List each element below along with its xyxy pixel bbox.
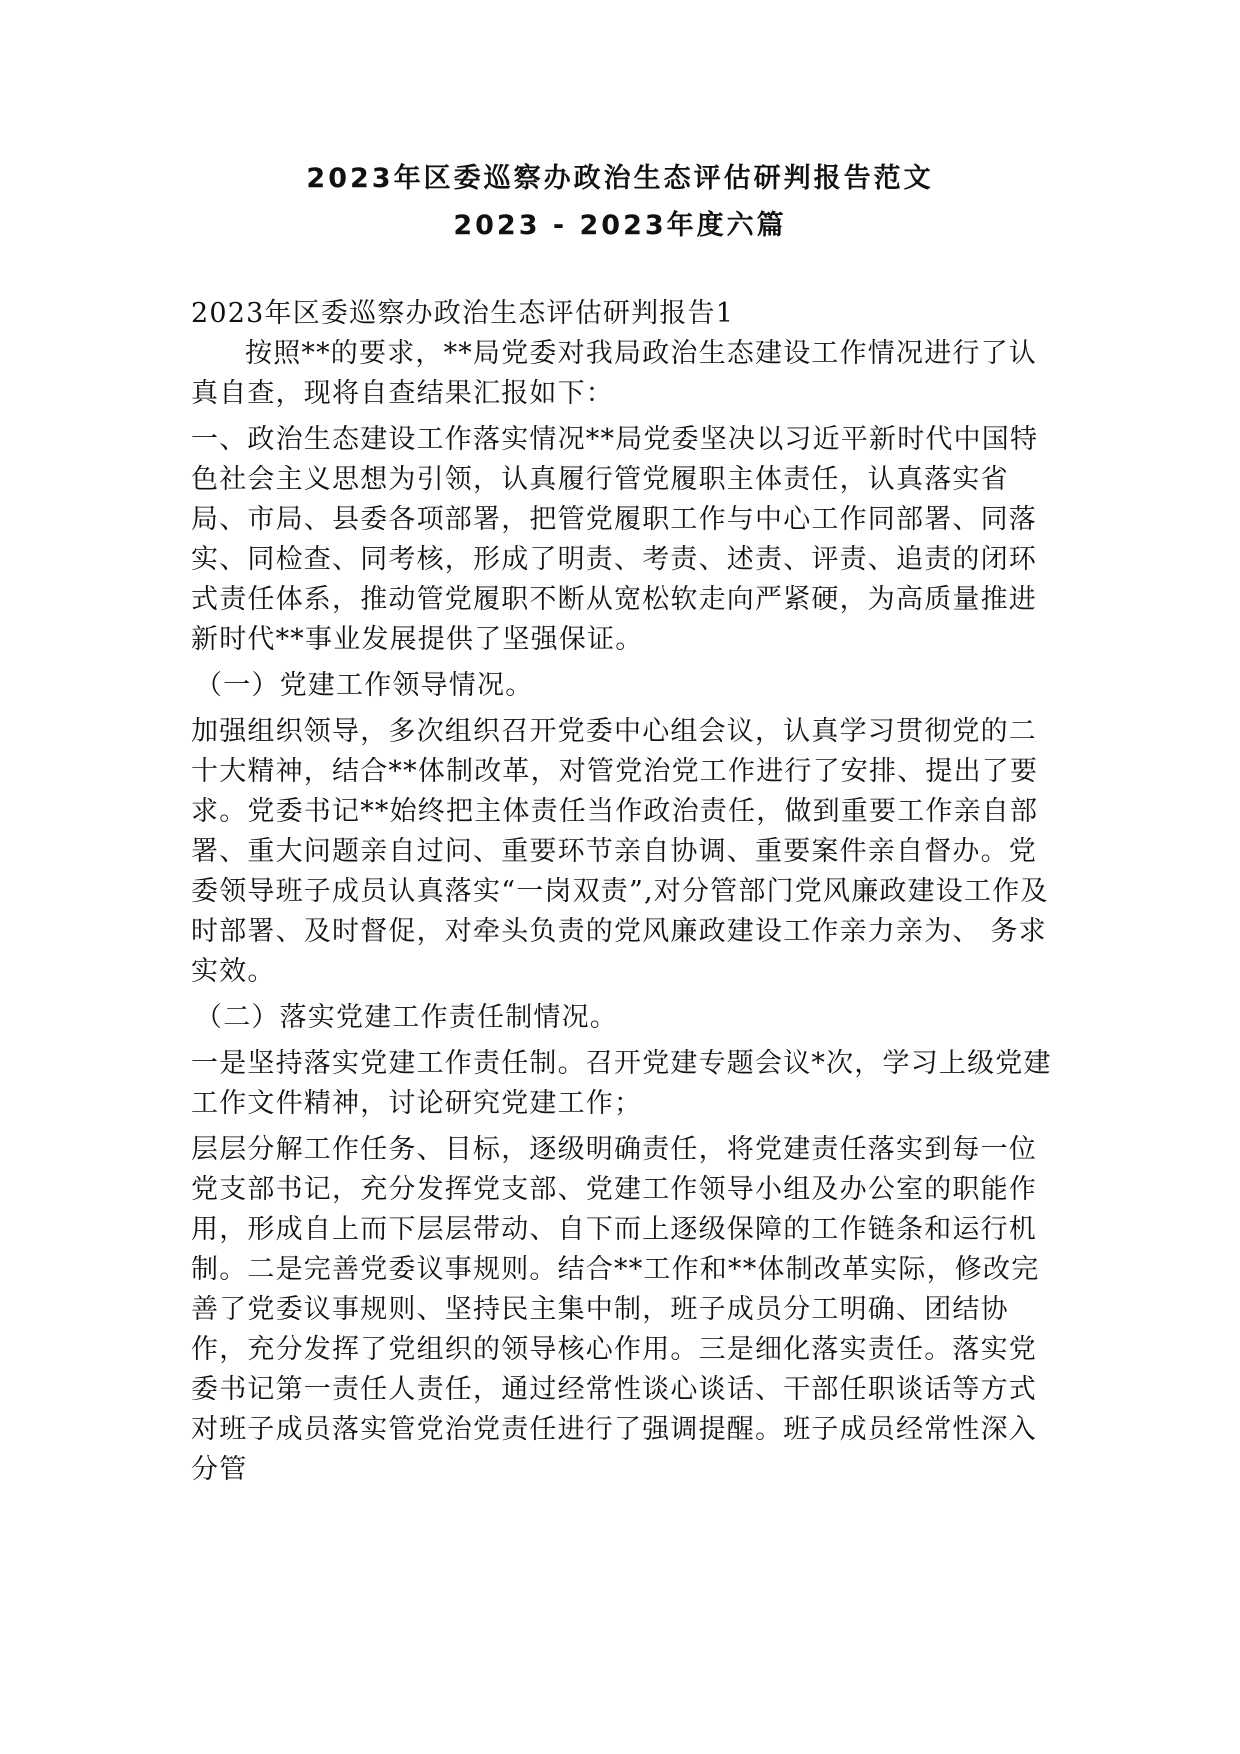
section-heading-2: （二）落实党建工作责任制情况。 bbox=[195, 1002, 618, 1033]
section-heading-1: （一）党建工作领导情况。 bbox=[195, 670, 534, 701]
body-paragraph-1: 加强组织领导，多次组织召开党委中心组会议，认真学习贯彻党的二十大精神，结合**体制改革，对管党治党工作进行了安排、提出了要求。党委书记**始终把主体责任当作政治责任，做到重要工作亲自部署、重大问题亲自过问、重要环节亲自协调、重要案件亲自督办。党委领导班子成员认真落实“一岗双责”,对分管部门党风廉政建设工作及时部署、及时督促，对牵头负责的党风廉政建设工作亲力亲为、 务求实效。 bbox=[191, 716, 1049, 987]
intro-part1: 按照**的要求，**局党委对我局政治生态建设工作情况进行了认 bbox=[245, 338, 1037, 369]
document-body bbox=[191, 286, 1061, 1490]
body-paragraph-2: 一是坚持落实党建工作责任制。召开党建专题会议*次，学习上级党建工作文件精神，讨论研究党建工作； bbox=[191, 1048, 1052, 1119]
section-1-paragraph: 一、政治生态建设工作落实情况**局党委坚决以习近平新时代中国特色社会主义思想为引领，认真履行管党履职主体责任，认真落实省 局、市局、县委各项部署，把管党履职工作与中心工作同部署、同落 实、同检查、同考核，形成了明责、考责、述责、评责、追责的闭环 式责任体系，推动管党履职不断从宽松软走向严紧硬，为高质量推进 新时代**事业发展提供了坚强保证。 bbox=[191, 424, 1039, 655]
intro-part2: 真自查，现将自查结果汇报如下： bbox=[191, 378, 614, 409]
intro-paragraph bbox=[191, 334, 1061, 414]
report-subtitle: 2023年区委巡察办政治生态评估研判报告1 bbox=[191, 298, 735, 329]
document-title-line2: 2023 - 2023年度六篇 bbox=[453, 210, 787, 241]
body-paragraph-3: 层层分解工作任务、目标，逐级明确责任，将党建责任落实到每一位党支部书记，充分发挥党支部、党建工作领导小组及办公室的职能作用，形成自上而下层层带动、自下而上逐级保障的工作链条和运行机制。二是完善党委议事规则。结合**工作和**体制改革实际，修改完善了党委议事规则、坚持民主集中制，班子成员分工明确、团结协作，充分发挥了党组织的领导核心作用。三是细化落实责任。落实党委书记第一责任人责任，通过经常性谈心谈话、干部任职谈话等方式对班子成员落实管党治党责任进行了强调提醒。班子成员经常性深入分管 bbox=[191, 1134, 1040, 1485]
document-title-line1: 2023年区委巡察办政治生态评估研判报告范文 bbox=[306, 163, 934, 194]
